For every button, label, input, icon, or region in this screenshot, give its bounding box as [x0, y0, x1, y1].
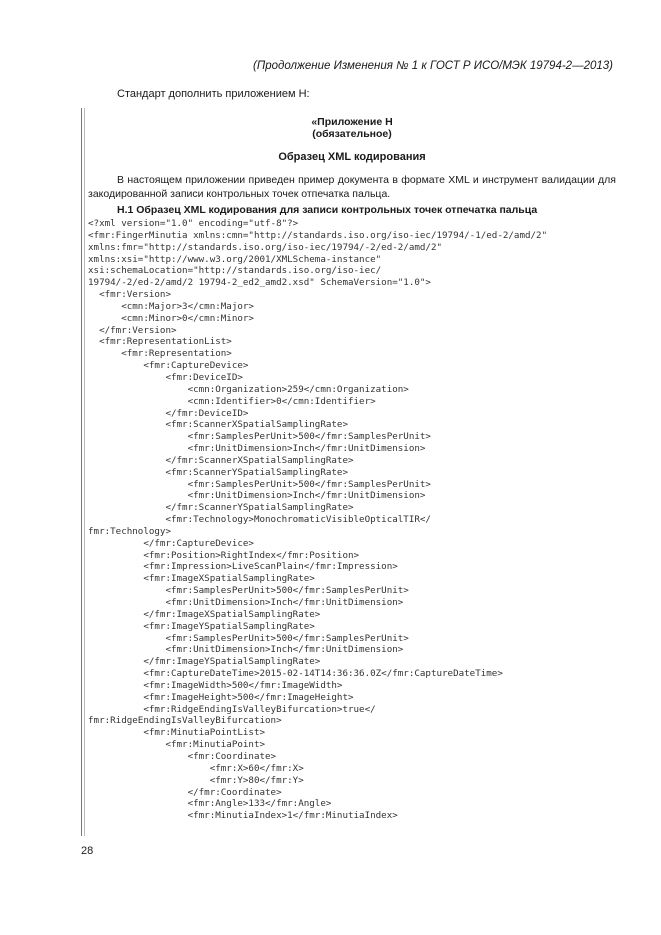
code-line: </fmr:Version> [88, 324, 177, 336]
code-line: <fmr:Angle>133</fmr:Angle> [88, 798, 332, 810]
code-line: <fmr:FingerMinutia xmlns:cmn="http://standards.iso.org/iso-iec/19794/-1/ed-2/amd/2" [88, 229, 548, 241]
code-line: <fmr:ScannerYSpatialSamplingRate> [88, 466, 348, 478]
annex-heading [88, 116, 616, 140]
code-line: <fmr:Version> [88, 289, 171, 301]
code-line: <cmn:Identifier>0</cmn:Identifier> [88, 395, 376, 407]
intro-line: Стандарт дополнить приложением Н: [117, 88, 310, 100]
code-line: <fmr:SamplesPerUnit>500</fmr:SamplesPerUnit> [88, 478, 431, 490]
code-line: <fmr:Representation> [88, 348, 232, 360]
code-line: </fmr:ImageXSpatialSamplingRate> [88, 608, 321, 620]
code-line: <fmr:UnitDimension>Inch</fmr:UnitDimension> [88, 443, 426, 455]
code-line: 19794/-2/ed-2/amd/2 19794-2_ed2_amd2.xsd" SchemaVersion="1.0"> [88, 277, 431, 289]
page-number: 28 [81, 845, 94, 857]
change-bar [81, 108, 82, 836]
code-line: <fmr:RepresentationList> [88, 336, 232, 348]
code-line: <fmr:DeviceID> [88, 371, 243, 383]
code-line: <fmr:Y>80</fmr:Y> [88, 774, 304, 786]
code-line: <?xml version="1.0" encoding="utf-8"?> [88, 218, 299, 229]
code-line: <fmr:UnitDimension>Inch</fmr:UnitDimension> [88, 644, 404, 656]
body-paragraph: В настоящем приложении приведен пример документа в формате XML и инструмент валидации для закодированной записи контрольных точек отпечатка пальца. [88, 174, 616, 200]
code-line: fmr:RidgeEndingIsValleyBifurcation> [88, 715, 282, 727]
code-line: <fmr:CaptureDevice> [88, 360, 249, 372]
code-line: <fmr:SamplesPerUnit>500</fmr:SamplesPerUnit> [88, 632, 409, 644]
code-line: <fmr:Impression>LiveScanPlain</fmr:Impression> [88, 561, 398, 573]
code-line: xmlns:xsi="http://www.w3.org/2001/XMLSchema-instance" [88, 253, 382, 265]
code-line: <fmr:MinutiaIndex>1</fmr:MinutiaIndex> [88, 810, 398, 822]
code-line: <cmn:Major>3</cmn:Major> [88, 300, 254, 312]
code-line: <fmr:Position>RightIndex</fmr:Position> [88, 549, 360, 561]
code-line: </fmr:ScannerYSpatialSamplingRate> [88, 502, 354, 514]
annex-status: (обязательное) [312, 128, 392, 140]
xml-code-listing [88, 218, 547, 822]
code-line: <fmr:UnitDimension>Inch</fmr:UnitDimension> [88, 490, 426, 502]
code-line: <fmr:RidgeEndingIsValleyBifurcation>true</ [88, 703, 376, 715]
code-line: <fmr:CaptureDateTime>2015-02-14T14:36:36.0Z</fmr:CaptureDateTime> [88, 668, 503, 680]
code-line: <fmr:ImageXSpatialSamplingRate> [88, 573, 315, 585]
code-line: <fmr:SamplesPerUnit>500</fmr:SamplesPerUnit> [88, 431, 431, 443]
annex-title: «Приложение Н [311, 116, 393, 128]
subsection-heading: Н.1 Образец XML кодирования для записи контрольных точек отпечатка пальца [117, 204, 538, 216]
running-header: (Продолжение Изменения № 1 к ГОСТ Р ИСО/МЭК 19794-2—2013) [253, 60, 613, 72]
code-line: <fmr:ImageWidth>500</fmr:ImageWidth> [88, 679, 343, 691]
code-line: </fmr:ImageYSpatialSamplingRate> [88, 656, 321, 668]
code-line: <fmr:MinutiaPoint> [88, 739, 266, 751]
code-line: <cmn:Organization>259</cmn:Organization> [88, 383, 409, 395]
code-line: <fmr:X>60</fmr:X> [88, 762, 304, 774]
code-line: </fmr:CaptureDevice> [88, 537, 254, 549]
code-line: <fmr:SamplesPerUnit>500</fmr:SamplesPerUnit> [88, 585, 409, 597]
code-line: xmlns:fmr="http://standards.iso.org/iso-iec/19794/-2/ed-2/amd/2" [88, 241, 443, 253]
code-line: <fmr:ScannerXSpatialSamplingRate> [88, 419, 348, 431]
code-line: <fmr:UnitDimension>Inch</fmr:UnitDimension> [88, 597, 404, 608]
code-line: <cmn:Minor>0</cmn:Minor> [88, 312, 254, 324]
code-line: </fmr:DeviceID> [88, 407, 249, 419]
code-line: fmr:Technology> [88, 525, 171, 537]
code-line: <fmr:Coordinate> [88, 750, 277, 762]
code-line: <fmr:MinutiaPointList> [88, 727, 266, 739]
section-title: Образец XML кодирования [278, 151, 426, 163]
code-line: xsi:schemaLocation="http://standards.iso.org/iso-iec/ [88, 265, 382, 277]
code-line: </fmr:Coordinate> [88, 786, 282, 798]
code-line: <fmr:Technology>MonochromaticVisibleOpticalTIR</ [88, 514, 431, 526]
code-line: <fmr:ImageYSpatialSamplingRate> [88, 620, 315, 632]
code-line: </fmr:ScannerXSpatialSamplingRate> [88, 454, 354, 466]
change-bar-inner [84, 108, 85, 836]
code-line: <fmr:ImageHeight>500</fmr:ImageHeight> [88, 691, 354, 703]
